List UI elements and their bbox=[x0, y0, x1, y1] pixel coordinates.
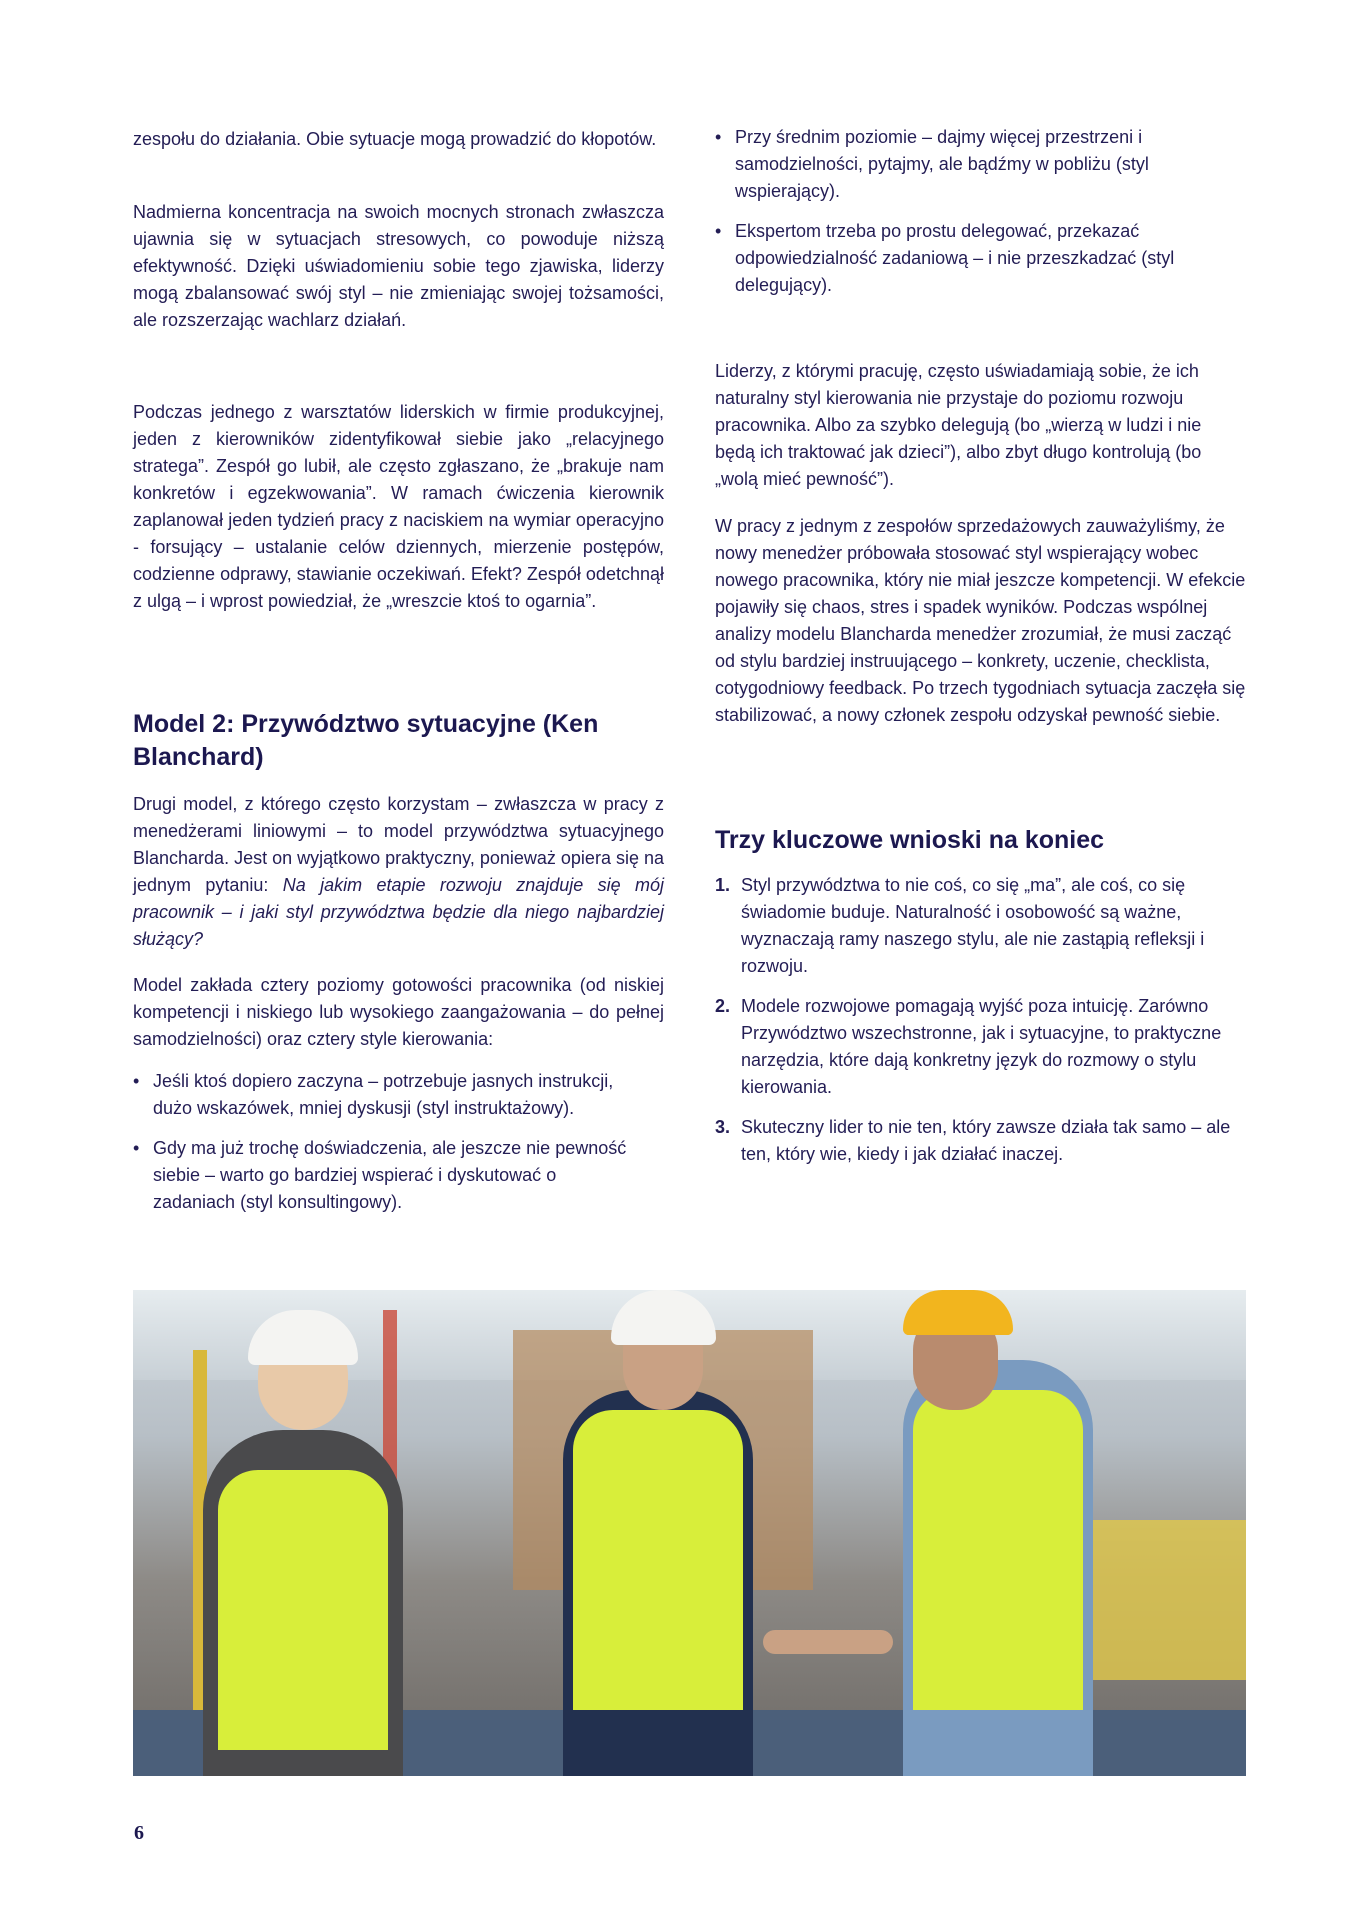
list-item bbox=[715, 993, 1235, 1101]
paragraph: Model zakłada cztery poziomy gotowości pracownika (od niskiej kompetencji i niskiego lub wysokiego zaangażowania – do pełnej samodzielności) oraz cztery style kierowania: bbox=[133, 975, 664, 1049]
item-number: 1. bbox=[715, 875, 731, 895]
list-item: • Jeśli ktoś dopiero zaczyna – potrzebuje jasnych instrukcji, dużo wskazówek, mniej dyskusji (styl instruktażowy). bbox=[133, 1068, 643, 1122]
italic-question: Na jakim etapie rozwoju znajduje się mój pracownik – i jaki styl przywództwa będzie dla niego najbardziej służący? bbox=[133, 875, 664, 949]
paragraph-text: Drugi model, z którego często korzystam – zwłaszcza w pracy z menedżerami liniowymi – to model przywództwa sytuacyjnego Blancharda. Jest on wyjątkowo praktyczny, ponieważ opiera się na jednym pytaniu: bbox=[133, 794, 664, 895]
section-heading: Trzy kluczowe wnioski na koniec bbox=[715, 826, 1105, 854]
item-number: 2. bbox=[715, 996, 731, 1016]
list-item bbox=[715, 872, 1235, 980]
item-text: Styl przywództwa to nie coś, co się „ma”, ale coś, co się świadomie buduje. Naturalność i osobowość są ważne, wyznaczają ramy naszego stylu, ale nie zastąpią refleksji i rozwoju. bbox=[741, 875, 1205, 976]
paragraph: W pracy z jednym z zespołów sprzedażowych zauważyliśmy, że nowy menedżer próbowała stosować styl wspierający wobec nowego pracownika, który nie miał jeszcze kompetencji. W efekcie pojawiły się chaos, stres i spadek wyników. Podczas wspólnej analizy modelu Blancharda menedżer zrozumiał, że musi zacząć od stylu bardziej instruującego – konkrety, uczenie, checklista, cotygodniowy feedback. Po trzech tygodniach sytuacja zaczęła się stabilizować, a nowy członek zespołu odzyskał pewność siebie. bbox=[715, 516, 1246, 725]
paragraph: Liderzy, z którymi pracuję, często uświadamiają sobie, że ich naturalny styl kierowania nie przystaje do poziomu rozwoju pracownika. Albo za szybko delegują (bo „wierzą w ludzi i nie będą ich traktować jak dzieci”), albo zbyt długo kontrolują (bo „wolą mieć pewność”). bbox=[715, 361, 1202, 489]
list-item: • Przy średnim poziomie – dajmy więcej przestrzeni i samodzielności, pytajmy, ale bądźmy w pobliżu (styl wspierający). bbox=[715, 124, 1225, 205]
section-heading: Model 2: Przywództwo sytuacyjne (Ken Blanchard) bbox=[133, 710, 599, 771]
bullet-list bbox=[133, 1068, 643, 1229]
paragraph: Podczas jednego z warsztatów liderskich w firmie produkcyjnej, jeden z kierowników zidentyfikował siebie jako „relacyjnego stratega”. Zespół go lubił, ale często zgłaszano, że „brakuje nam konkretów i egzekwowania”. W ramach ćwiczenia kierownik zaplanował jeden tydzień pracy z naciskiem na wymiar operacyjno - forsujący – ustalanie celów dziennych, mierzenie postępów, codzienne odprawy, stawianie oczekiwań. Efekt? Zespół odetchnął z ulgą – i wprost powiedział, że „wreszcie ktoś to ogarnia”. bbox=[133, 402, 664, 611]
list-item: • Gdy ma już trochę doświadczenia, ale jeszcze nie pewność siebie – warto go bardziej wspierać i dyskutować o zadaniach (styl konsultingowy). bbox=[133, 1135, 643, 1216]
page-number: 6 bbox=[134, 1822, 144, 1844]
item-text: Modele rozwojowe pomagają wyjść poza intuicję. Zarówno Przywództwo wszechstronne, jak i sytuacyjne, to praktyczne narzędzia, które dają konkretny język do rozmowy o stylu kierowania. bbox=[741, 996, 1222, 1097]
list-item bbox=[715, 1114, 1235, 1168]
conclusions-list bbox=[715, 872, 1235, 1181]
warehouse-handshake-photo bbox=[133, 1290, 1246, 1776]
paragraph: Nadmierna koncentracja na swoich mocnych stronach zwłaszcza ujawnia się w sytuacjach stresowych, co powoduje niższą efektywność. Dzięki uświadomieniu sobie tego zjawiska, liderzy mogą zbalansować swój styl – nie zmieniając swojej tożsamości, ale rozszerzając wachlarz działań. bbox=[133, 202, 664, 330]
item-number: 3. bbox=[715, 1117, 731, 1137]
paragraph: zespołu do działania. Obie sytuacje mogą prowadzić do kłopotów. bbox=[133, 129, 657, 149]
list-item: • Ekspertom trzeba po prostu delegować, przekazać odpowiedzialność zadaniową – i nie przeszkadzać (styl delegujący). bbox=[715, 218, 1225, 299]
bullet-list bbox=[715, 124, 1225, 312]
item-text: Skuteczny lider to nie ten, który zawsze działa tak samo – ale ten, który wie, kiedy i jak działać inaczej. bbox=[741, 1117, 1231, 1164]
paragraph bbox=[133, 791, 664, 953]
